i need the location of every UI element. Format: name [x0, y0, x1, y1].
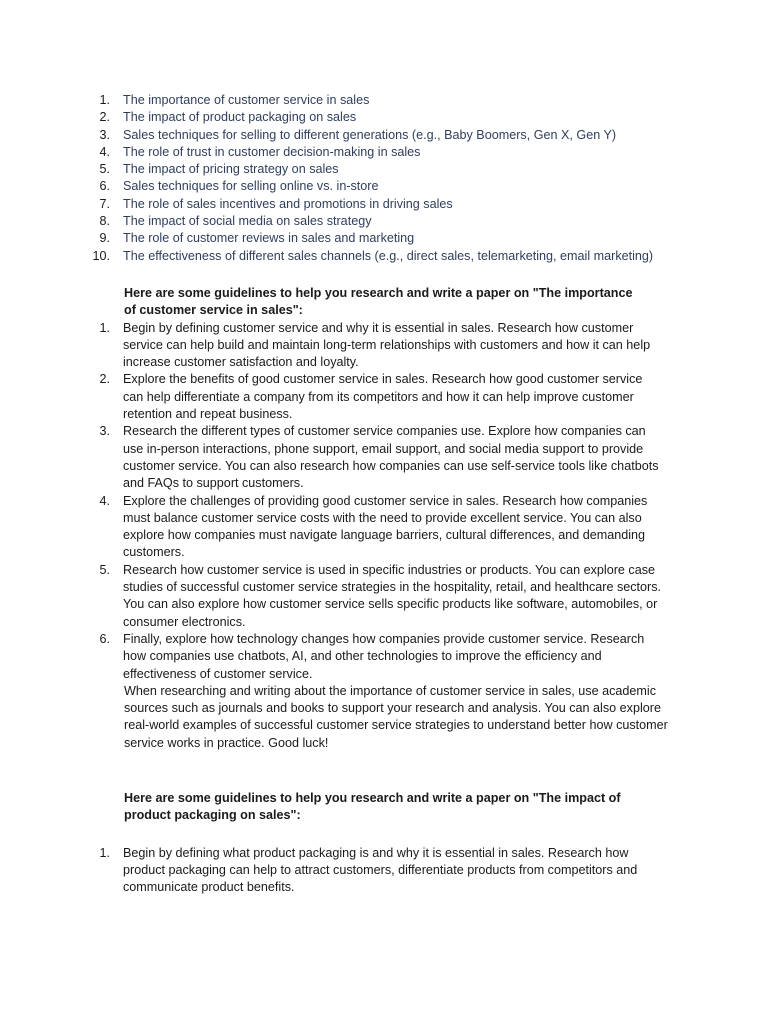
list-item: 3. Sales techniques for selling to different generations (e.g., Baby Boomers, Gen X, Gen Y): [0, 127, 768, 144]
topic-text: Sales techniques for selling to different generations (e.g., Baby Boomers, Gen X, Gen Y): [123, 127, 617, 142]
guideline-text: Research how customer service is used in specific industries or products. You can explore case studies of successful customer service strategies in the hospitality, retail, and healthcare sectors. You can also explore how customer service sells specific products like software, automobiles, or consumer electronics.: [123, 562, 662, 629]
topic-text: The importance of customer service in sales: [123, 93, 370, 107]
list-item: 6. Finally, explore how technology changes how companies provide customer service. Research how companies use chatbots, AI, and other technologies to improve the efficiency and effectiveness of customer service.: [0, 631, 768, 683]
topic-text: The role of trust in customer decision-making in sales: [123, 144, 421, 159]
topic-text: The impact of pricing strategy on sales: [123, 162, 339, 177]
guideline-text: Begin by defining customer service and why it is essential in sales. Research how customer service can help build and maintain long-term relationships with customers and how it can help increase customer satisfaction and loyalty.: [123, 320, 651, 370]
topic-text: Sales techniques for selling online vs. in-store: [123, 179, 379, 194]
list-item: 5. The impact of pricing strategy on sales: [0, 161, 768, 178]
section-customer-service: [0, 285, 768, 752]
list-item: 1. Begin by defining customer service and why it is essential in sales. Research how customer service can help build and maintain long-term relationships with customers and how it can help increase customer satisfaction and loyalty.: [0, 320, 768, 372]
section-heading: Here are some guidelines to help you research and write a paper on "The importance of customer service in sales":: [124, 286, 633, 318]
topic-text: The impact of product packaging on sales: [123, 110, 357, 125]
list-item: 1. Begin by defining what product packaging is and why it is essential in sales. Research how product packaging can help to attract customers, differentiate products from competitors and communicate product benefits.: [0, 845, 768, 897]
list-item: 8. The impact of social media on sales strategy: [0, 213, 768, 230]
guideline-text: Finally, explore how technology changes how companies provide customer service. Research how companies use chatbots, AI, and other technologies to improve the efficiency and effectiveness of customer service.: [123, 631, 645, 681]
guideline-text: Explore the challenges of providing good customer service in sales. Research how companies must balance customer service costs with the need to provide excellent service. You can also explore how companies must navigate language barriers, cultural differences, and demanding customers.: [123, 493, 648, 560]
closing-paragraph: When researching and writing about the importance of customer service in sales, use academic sources such as journals and books to support your research and analysis. You can also explore real-world examples of successful customer service strategies to understand better how customer service works in practice. Good luck!: [124, 683, 668, 750]
list-item: 10. The effectiveness of different sales channels (e.g., direct sales, telemarketing, email marketing): [0, 248, 768, 265]
list-item: 9. The role of customer reviews in sales and marketing: [0, 230, 768, 247]
guideline-text: Begin by defining what product packaging is and why it is essential in sales. Research how product packaging can help to attract customers, differentiate products from competitors and communicate product benefits.: [123, 845, 638, 895]
topic-list: [0, 92, 768, 265]
guideline-text: Explore the benefits of good customer service in sales. Research how good customer service can help differentiate a company from its competitors and how it can help improve customer retention and repeat business.: [123, 372, 643, 422]
guideline-list: [0, 320, 768, 683]
list-item: 1. The importance of customer service in sales: [0, 92, 768, 109]
topic-text: The role of sales incentives and promotions in driving sales: [123, 196, 453, 211]
guideline-list: [0, 845, 768, 897]
list-item: 6. Sales techniques for selling online vs. in-store: [0, 178, 768, 195]
topic-text: The effectiveness of different sales channels (e.g., direct sales, telemarketing, email marketing): [123, 248, 654, 263]
list-item: 4. Explore the challenges of providing good customer service in sales. Research how companies must balance customer service costs with the need to provide excellent service. You can also explore how companies must navigate language barriers, cultural differences, and demanding customers.: [0, 493, 768, 562]
list-item: 2. The impact of product packaging on sales: [0, 109, 768, 126]
list-item: 4. The role of trust in customer decision-making in sales: [0, 144, 768, 161]
section-product-packaging: [0, 790, 768, 896]
section-heading: Here are some guidelines to help you research and write a paper on "The impact of product packaging on sales":: [124, 791, 621, 823]
list-item: 5. Research how customer service is used in specific industries or products. You can explore case studies of successful customer service strategies in the hospitality, retail, and healthcare sectors. You can also explore how customer service sells specific products like software, automobiles, or consumer electronics.: [0, 562, 768, 631]
topic-text: The impact of social media on sales strategy: [123, 214, 372, 229]
guideline-text: Research the different types of customer service companies use. Explore how companies can use in-person interactions, phone support, email support, and social media support to provide customer service. You can also research how companies can use self-service tools like chatbots and FAQs to support customers.: [123, 424, 659, 491]
list-item: 7. The role of sales incentives and promotions in driving sales: [0, 196, 768, 213]
topic-text: The role of customer reviews in sales and marketing: [123, 231, 415, 246]
list-item: 2. Explore the benefits of good customer service in sales. Research how good customer service can help differentiate a company from its competitors and how it can help improve customer retention and repeat business.: [0, 371, 768, 423]
list-item: 3. Research the different types of customer service companies use. Explore how companies can use in-person interactions, phone support, email support, and social media support to provide customer service. You can also research how companies can use self-service tools like chatbots and FAQs to support customers.: [0, 423, 768, 492]
